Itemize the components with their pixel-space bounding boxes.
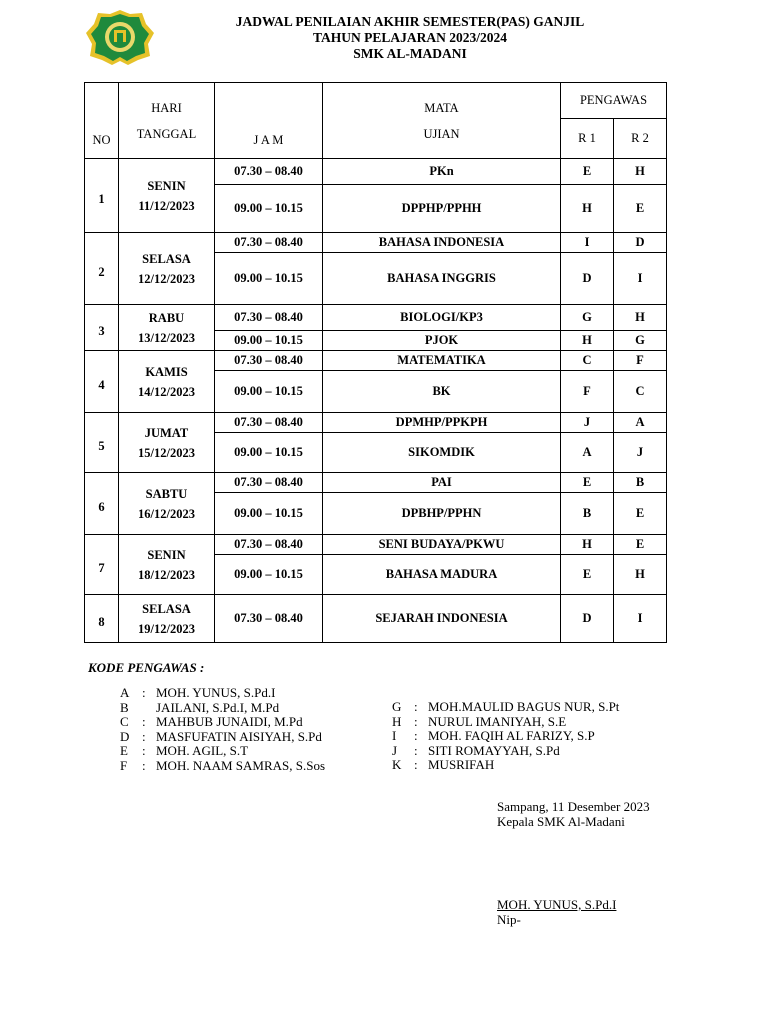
table-row [85,595,667,643]
session-time: 07.30 – 08.40 [215,305,323,331]
day-name-date [119,351,215,413]
session-subject: BK [323,371,561,413]
kode-entry [392,744,619,759]
table-row [85,473,667,493]
proctor-r1: H [561,535,614,555]
signature-place-date: Sampang, 11 Desember 2023 [497,799,650,814]
session-subject: BAHASA INDONESIA [323,233,561,253]
header-no: NO [85,83,119,159]
session-subject: DPMHP/PPKPH [323,413,561,433]
kode-code: B [120,699,129,715]
proctor-r1: G [561,305,614,331]
kode-name: MASFUFATIN AISIYAH, S.Pd [156,728,322,744]
proctor-r2: I [614,595,667,643]
session-time: 07.30 – 08.40 [215,473,323,493]
day-date: 16/12/2023 [138,506,195,521]
proctor-r1: H [561,331,614,351]
day-name-date [119,473,215,535]
day-name-date [119,159,215,233]
kode-name: SITI ROMAYYAH, S.Pd [428,742,560,758]
kode-entry [120,744,325,759]
kode-pengawas-right [392,700,619,773]
day-name-date [119,305,215,351]
day-date: 15/12/2023 [138,445,195,460]
proctor-r1: C [561,351,614,371]
proctor-r2: H [614,305,667,331]
kode-entry [120,686,325,701]
header-school: SMK AL-MADANI [353,46,467,61]
day-name: KAMIS [145,364,188,379]
table-row [85,233,667,253]
session-subject: PKn [323,159,561,185]
proctor-r1: J [561,413,614,433]
session-time: 09.00 – 10.15 [215,433,323,473]
session-time: 09.00 – 10.15 [215,185,323,233]
header-r2: R 2 [614,119,667,159]
kode-separator: : [142,685,146,700]
session-subject: SIKOMDIK [323,433,561,473]
kode-code: A [120,685,130,700]
kode-code: J [392,742,398,758]
day-date: 11/12/2023 [138,198,195,213]
table-row [85,535,667,555]
kode-entry [392,700,619,715]
day-name: RABU [148,310,185,325]
kode-code: E [120,743,128,758]
kode-separator: : [142,714,146,729]
session-time: 09.00 – 10.15 [215,371,323,413]
session-time: 07.30 – 08.40 [215,595,323,643]
kode-code: D [120,728,130,744]
header-hari-tanggal: HARI TANGGAL [119,83,215,159]
kode-separator: : [142,728,146,744]
kode-pengawas-title: KODE PENGAWAS : [88,660,205,675]
day-name: SENIN [147,178,186,193]
kode-separator: : [142,757,146,773]
kode-entry [120,715,325,730]
kode-entry [120,730,325,745]
kode-name: MUSRIFAH [428,757,495,772]
day-date: 18/12/2023 [138,567,195,582]
kode-separator: : [414,699,418,714]
proctor-r2: E [614,493,667,535]
day-name-date [119,535,215,595]
day-date: 14/12/2023 [138,384,195,399]
header-mata-ujian: MATA UJIAN [323,83,561,159]
session-subject: PAI [323,473,561,493]
signature-name-block [497,897,616,927]
table-row [85,159,667,185]
kode-entry [120,701,325,716]
kode-name: MOH. NAAM SAMRAS, S.Sos [156,757,326,773]
day-name-date [119,413,215,473]
proctor-r2: E [614,535,667,555]
signature-block [497,799,650,829]
session-time: 09.00 – 10.15 [215,555,323,595]
kode-code: K [392,757,402,772]
kode-separator: : [142,743,146,758]
proctor-r2: B [614,473,667,493]
day-name: SELASA [142,601,191,616]
kode-name: MAHBUB JUNAIDI, M.Pd [156,714,303,729]
kode-separator [142,701,156,716]
header-r1: R 1 [561,119,614,159]
kode-name: MOH.MAULID BAGUS NUR, S.Pt [428,699,620,714]
session-subject: BIOLOGI/KP3 [323,305,561,331]
proctor-r2: A [614,413,667,433]
day-name-date [119,595,215,643]
day-number: 6 [85,473,119,535]
kode-separator: : [414,728,418,743]
day-number: 3 [85,305,119,351]
session-subject: MATEMATIKA [323,351,561,371]
table-row [85,305,667,331]
session-subject: BAHASA INGGRIS [323,253,561,305]
proctor-r2: H [614,159,667,185]
signature-name: MOH. YUNUS, S.Pd.I [497,897,617,912]
session-subject: BAHASA MADURA [323,555,561,595]
kode-entry [392,758,619,773]
proctor-r1: I [561,233,614,253]
session-subject: PJOK [323,331,561,351]
signature-position: Kepala SMK Al-Madani [497,814,625,829]
session-subject: SENI BUDAYA/PKWU [323,535,561,555]
kode-name: NURUL IMANIYAH, S.E [428,713,567,729]
day-date: 13/12/2023 [138,330,195,345]
proctor-r1: B [561,493,614,535]
day-number: 5 [85,413,119,473]
proctor-r1: E [561,473,614,493]
session-time: 09.00 – 10.15 [215,253,323,305]
kode-code: I [392,728,397,743]
kode-separator: : [414,742,418,758]
proctor-r1: D [561,595,614,643]
schedule-table [84,82,667,643]
day-date: 12/12/2023 [138,271,195,286]
session-subject: DPPHP/PPHH [323,185,561,233]
day-number: 2 [85,233,119,305]
proctor-r1: E [561,159,614,185]
kode-name: MOH. AGIL, S.T [156,743,249,758]
table-row [85,413,667,433]
proctor-r1: E [561,555,614,595]
proctor-r1: H [561,185,614,233]
kode-name: JAILANI, S.Pd.I, M.Pd [156,699,280,715]
proctor-r1: F [561,371,614,413]
kode-code: F [120,757,128,773]
day-name: JUMAT [144,425,189,440]
day-name: SENIN [147,547,186,562]
kode-pengawas-left [120,686,325,773]
header-jam: J A M [215,83,323,159]
day-name: SELASA [142,251,191,266]
kode-code: C [120,714,129,729]
day-name: SABTU [145,486,188,501]
proctor-r2: H [614,555,667,595]
proctor-r2: F [614,351,667,371]
proctor-r2: E [614,185,667,233]
header-title: JADWAL PENILAIAN AKHIR SEMESTER(PAS) GANJIL [235,14,585,29]
kode-name: MOH. FAQIH AL FARIZY, S.P [428,728,595,743]
kode-code: G [392,699,402,714]
session-time: 07.30 – 08.40 [215,413,323,433]
session-time: 07.30 – 08.40 [215,351,323,371]
session-subject: DPBHP/PPHN [323,493,561,535]
session-time: 07.30 – 08.40 [215,159,323,185]
kode-entry [120,759,325,774]
day-number: 1 [85,159,119,233]
day-number: 8 [85,595,119,643]
kode-separator: : [414,757,418,772]
proctor-r2: J [614,433,667,473]
signature-nip: Nip- [497,912,521,927]
session-time: 09.00 – 10.15 [215,493,323,535]
document-header [150,14,670,62]
kode-name: MOH. YUNUS, S.Pd.I [156,685,276,700]
session-subject: SEJARAH INDONESIA [323,595,561,643]
proctor-r2: D [614,233,667,253]
kode-entry [392,715,619,730]
proctor-r2: C [614,371,667,413]
proctor-r1: D [561,253,614,305]
header-pengawas: PENGAWAS [561,83,667,119]
proctor-r2: G [614,331,667,351]
kode-entry [392,729,619,744]
session-time: 07.30 – 08.40 [215,233,323,253]
table-row [85,351,667,371]
proctor-r2: I [614,253,667,305]
day-name-date [119,233,215,305]
day-date: 19/12/2023 [138,621,195,636]
day-number: 4 [85,351,119,413]
header-year: TAHUN PELAJARAN 2023/2024 [312,30,507,45]
kode-separator: : [414,713,418,729]
session-time: 09.00 – 10.15 [215,331,323,351]
school-emblem-icon [84,8,156,66]
day-number: 7 [85,535,119,595]
proctor-r1: A [561,433,614,473]
session-time: 07.30 – 08.40 [215,535,323,555]
kode-code: H [392,713,402,729]
